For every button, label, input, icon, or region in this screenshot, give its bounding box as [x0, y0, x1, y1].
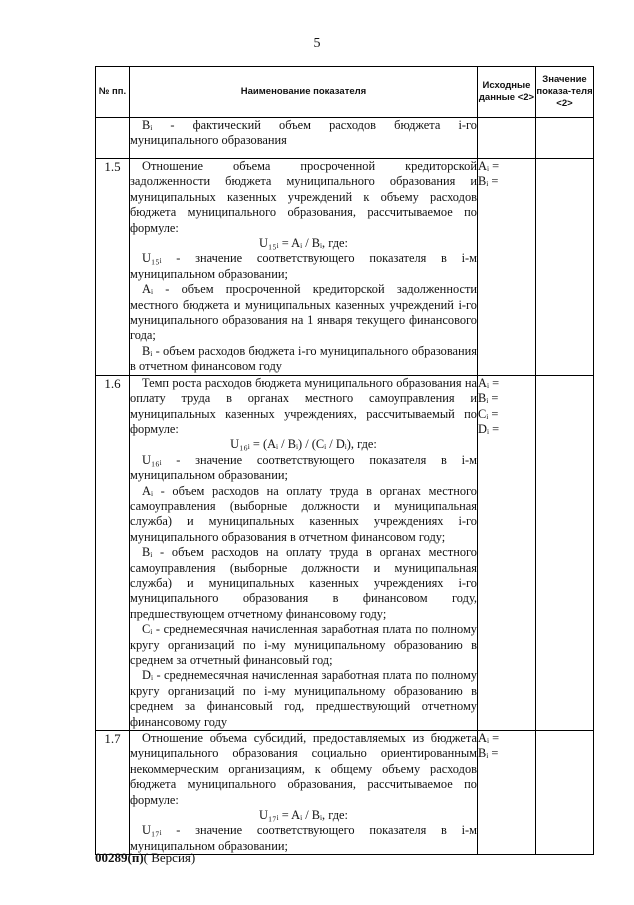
- document-code: 00289(п): [95, 850, 144, 865]
- definition-text: Dᵢ - среднемесячная начисленная заработная плата по полному кругу организаций по i-му муниципальному образованию в среднем за финансовый год, предшествующий отчетному финансовому году: [130, 668, 477, 729]
- definition-text: Bᵢ - фактический объем расходов бюджета i-го муниципального образования: [130, 118, 477, 148]
- source-data-item: Aᵢ =: [478, 159, 500, 173]
- table-row-continuation: [96, 118, 594, 159]
- source-data-cell: [478, 159, 536, 376]
- table-row: [96, 731, 594, 855]
- table-row: [96, 375, 594, 730]
- row-number: 1.7: [96, 731, 130, 855]
- row-description: [130, 118, 478, 159]
- indicators-table: [95, 66, 594, 855]
- row-description: [130, 159, 478, 376]
- formula: U₁₆ᵢ = (Aᵢ / Bᵢ) / (Cᵢ / Dᵢ), где:: [230, 437, 377, 452]
- source-data-item: Bᵢ =: [478, 391, 499, 406]
- header-source-data: Исходные данные <2>: [478, 67, 536, 118]
- source-data-item: Aᵢ =: [478, 731, 500, 746]
- source-data-item: Aᵢ =: [478, 375, 500, 390]
- header-number: № пп.: [96, 67, 130, 118]
- definition-text: U₁₇ᵢ - значение соответствующего показателя в i-м муниципальном образовании;: [130, 823, 477, 853]
- row-number: 1.6: [96, 375, 130, 730]
- version-label: ( Версия): [143, 850, 196, 865]
- indicator-intro: Отношение объема субсидий, предоставляемых из бюджета муниципального образования социально ориентированным некоммерческим организациям, к общему объему расходов бюджета муниципального образования, рассчитываемое по формуле:: [130, 731, 477, 807]
- value-cell: [536, 375, 594, 730]
- definition-text: U₁₆ᵢ - значение соответствующего показателя в i-м муниципальном образовании;: [130, 452, 477, 483]
- source-data-item: Cᵢ =: [478, 406, 499, 421]
- row-description: [130, 731, 478, 855]
- formula: U₁₅ᵢ = Aᵢ / Bᵢ, где:: [259, 236, 348, 251]
- value-cell: [536, 159, 594, 376]
- document-footer: [95, 850, 195, 866]
- table-header-row: [96, 67, 594, 118]
- header-indicator-name: Наименование показателя: [130, 67, 478, 118]
- value-cell: [536, 118, 594, 159]
- formula: U₁₇ᵢ = Aᵢ / Bᵢ, где:: [259, 808, 348, 823]
- header-value: Значение показа-теля <2>: [536, 67, 594, 118]
- source-data-item: Dᵢ =: [478, 421, 500, 436]
- source-data-item: Bᵢ =: [478, 746, 499, 761]
- table-row: [96, 159, 594, 376]
- definition-text: Bᵢ - объем расходов на оплату труда в органах местного самоуправления (выборные должности и муниципальная служба) и муниципальных казенных учреждениях i-го муниципального образования в финансовом году, предшествующем отчетному финансовому году;: [130, 545, 477, 621]
- source-data-cell: [478, 375, 536, 730]
- source-data-cell: [478, 731, 536, 855]
- definition-text: Bᵢ - объем расходов бюджета i-го муниципального образования в отчетном финансовом году: [130, 343, 477, 374]
- value-cell: [536, 731, 594, 855]
- definition-text: U₁₅ᵢ - значение соответствующего показателя в i-м муниципальном образовании;: [130, 251, 477, 281]
- definition-text: Cᵢ - среднемесячная начисленная заработная плата по полному кругу организаций по i-му муниципальному образованию в среднем за отчетный финансовый год;: [130, 622, 477, 667]
- indicator-intro: Темп роста расходов бюджета муниципального образования на оплату труда в органах местного самоуправления и муниципальных казенных учреждениях, рассчитываемый по формуле:: [130, 375, 477, 436]
- definition-text: Aᵢ - объем расходов на оплату труда в органах местного самоуправления (выборные должности и муниципальная служба) и муниципальных казенных учреждениях i-го муниципального образования в отчетном финансовом году;: [130, 483, 477, 544]
- source-data-cell: [478, 118, 536, 159]
- row-number: 1.5: [96, 159, 130, 376]
- indicator-intro: Отношение объема просроченной кредиторской задолженности бюджета муниципального образования и муниципальных казенных учреждений к объему расходов бюджета муниципального образования, рассчитываемое по формуле:: [130, 159, 477, 235]
- row-description: [130, 375, 478, 730]
- row-number-empty: [96, 118, 130, 159]
- page-number: 5: [313, 36, 321, 51]
- definition-text: Aᵢ - объем просроченной кредиторской задолженности местного бюджета и муниципальных казенных учреждений i-го муниципального образования на 1 января текущего финансового года;: [130, 282, 477, 343]
- source-data-item: Bᵢ =: [478, 174, 499, 189]
